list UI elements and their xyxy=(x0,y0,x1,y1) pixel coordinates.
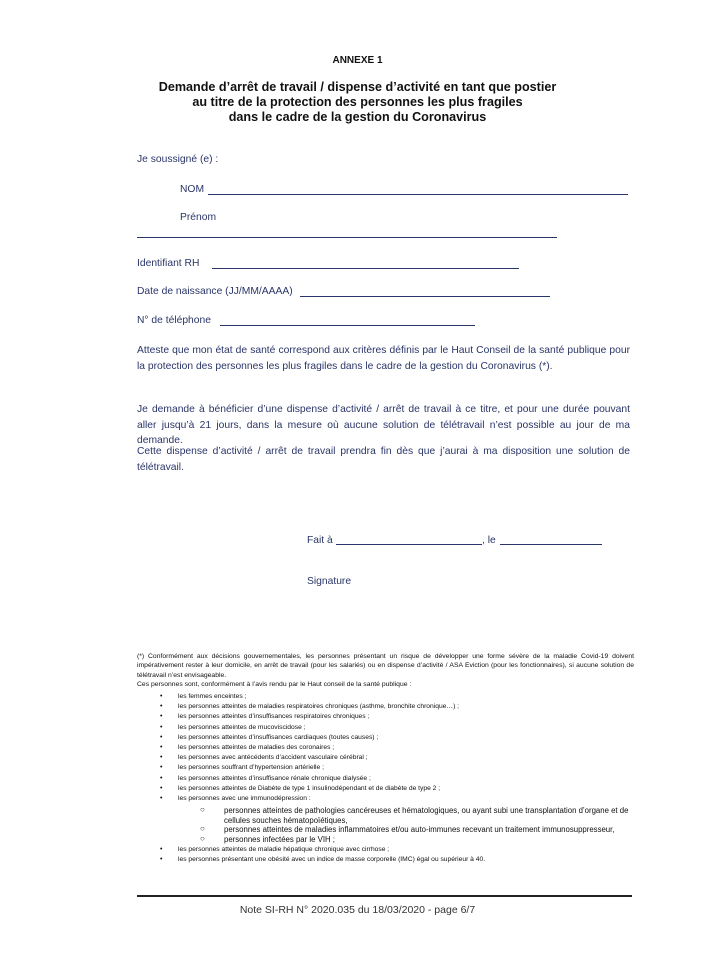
list-item: • les personnes souffrant d’hypertension artérielle ; xyxy=(160,763,640,773)
immunodepression-sublist xyxy=(178,806,640,844)
annexe-heading: ANNEXE 1 xyxy=(332,55,383,66)
title-line-1: Demande d’arrêt de travail / dispense d’activité en tant que postier xyxy=(158,80,557,94)
list-item: • les personnes atteintes d’insuffisances respiratoires chroniques ; xyxy=(160,712,640,722)
list-item-label: les personnes avec une immunodépression : xyxy=(178,795,311,803)
le-label: , le xyxy=(482,535,496,546)
footnote-intro: Ces personnes sont, conformément à l’avis rendu par le Haut conseil de la santé publique : xyxy=(137,680,412,688)
nom-field-line[interactable] xyxy=(208,194,628,195)
naissance-field-line[interactable] xyxy=(300,296,550,297)
list-item: • les personnes présentant une obésité avec un indice de masse corporelle (IMC) égal ou supérieur à 40. xyxy=(160,855,640,865)
list-item: • les personnes avec antécédents d’accident vasculaire cérébral ; xyxy=(160,753,640,763)
telephone-field-line[interactable] xyxy=(220,325,475,326)
identifiant-label: Identifiant RH xyxy=(137,258,200,269)
criteria-list xyxy=(160,692,640,866)
list-item: • les personnes atteintes d’insuffisances cardiaques (toutes causes) ; xyxy=(160,733,640,743)
footer-divider xyxy=(137,895,632,897)
list-item: • les personnes atteintes de maladies respiratoires chroniques (asthme, bronchite chronique…) ; xyxy=(160,702,640,712)
fait-a-field-line[interactable] xyxy=(336,544,482,545)
naissance-label: Date de naissance (JJ/MM/AAAA) xyxy=(137,286,293,297)
title-line-2: au titre de la protection des personnes les plus fragiles xyxy=(192,95,523,109)
atteste-paragraph: Atteste que mon état de santé correspond aux critères définis par le Haut Conseil de la santé publique pour la protection des personnes les plus fragiles dans le cadre de la gestion du Coronavirus (*). xyxy=(137,345,630,372)
fin-paragraph: Cette dispense d’activité / arrêt de travail prendra fin dès que j’aurai à ma disposition une solution de télétravail. xyxy=(137,446,630,473)
fait-a-label: Fait à xyxy=(307,535,333,546)
list-item xyxy=(160,794,640,844)
list-item: • les personnes atteintes de mucoviscidose ; xyxy=(160,723,640,733)
list-item: • les personnes atteintes d’insuffisance rénale chronique dialysée ; xyxy=(160,774,640,784)
soussigne-label: Je soussigné (e) : xyxy=(137,154,219,165)
prenom-label: Prénom xyxy=(180,212,217,223)
title-line-3: dans le cadre de la gestion du Coronavirus xyxy=(228,110,487,124)
sub-list-item: ○ personnes atteintes de maladies inflammatoires et/ou auto-immunes recevant un traitement immunosuppresseur, xyxy=(200,825,640,835)
identifiant-field-line[interactable] xyxy=(212,268,519,269)
footnote-text: (*) Conformément aux décisions gouvernementales, les personnes présentant un risque de développer une forme sévère de la maladie Covid-19 doivent impérativement rester à leur domicile, en arrêt de travail (pour les salariés) ou en dispense d’activité / ASA Eviction (pour les fonctionnaires), si aucune solution de télétravail n’est envisageable. xyxy=(137,653,634,679)
demande-paragraph: Je demande à bénéficier d’une dispense d’activité / arrêt de travail à ce titre, et pour une durée pouvant aller jusqu’à 21 jours, dans la mesure où aucune solution de télétravail n’est possible au jour de ma demande. xyxy=(137,404,630,446)
date-field-line[interactable] xyxy=(500,544,602,545)
telephone-label: N° de téléphone xyxy=(137,315,211,326)
list-item: • les femmes enceintes ; xyxy=(160,692,640,702)
prenom-field-line[interactable] xyxy=(137,237,557,238)
nom-label: NOM xyxy=(180,184,205,195)
signature-label: Signature xyxy=(307,576,352,587)
document-title xyxy=(0,80,715,125)
sub-list-item: ○ personnes infectées par le VIH ; xyxy=(200,835,640,845)
footnote xyxy=(137,652,634,689)
list-item: • les personnes atteintes de Diabète de type 1 insulinodépendant et de diabète de type 2 ; xyxy=(160,784,640,794)
sub-list-item: ○ personnes atteintes de pathologies cancéreuses et hématologiques, ou ayant subi une transplantation d’organe et de cellules souches hématopoïétiques, xyxy=(200,806,640,825)
list-item: • les personnes atteintes de maladie hépatique chronique avec cirrhose ; xyxy=(160,845,640,855)
page-footer: Note SI-RH N° 2020.035 du 18/03/2020 - page 6/7 xyxy=(239,904,476,916)
list-item: • les personnes atteintes de maladies des coronaires ; xyxy=(160,743,640,753)
